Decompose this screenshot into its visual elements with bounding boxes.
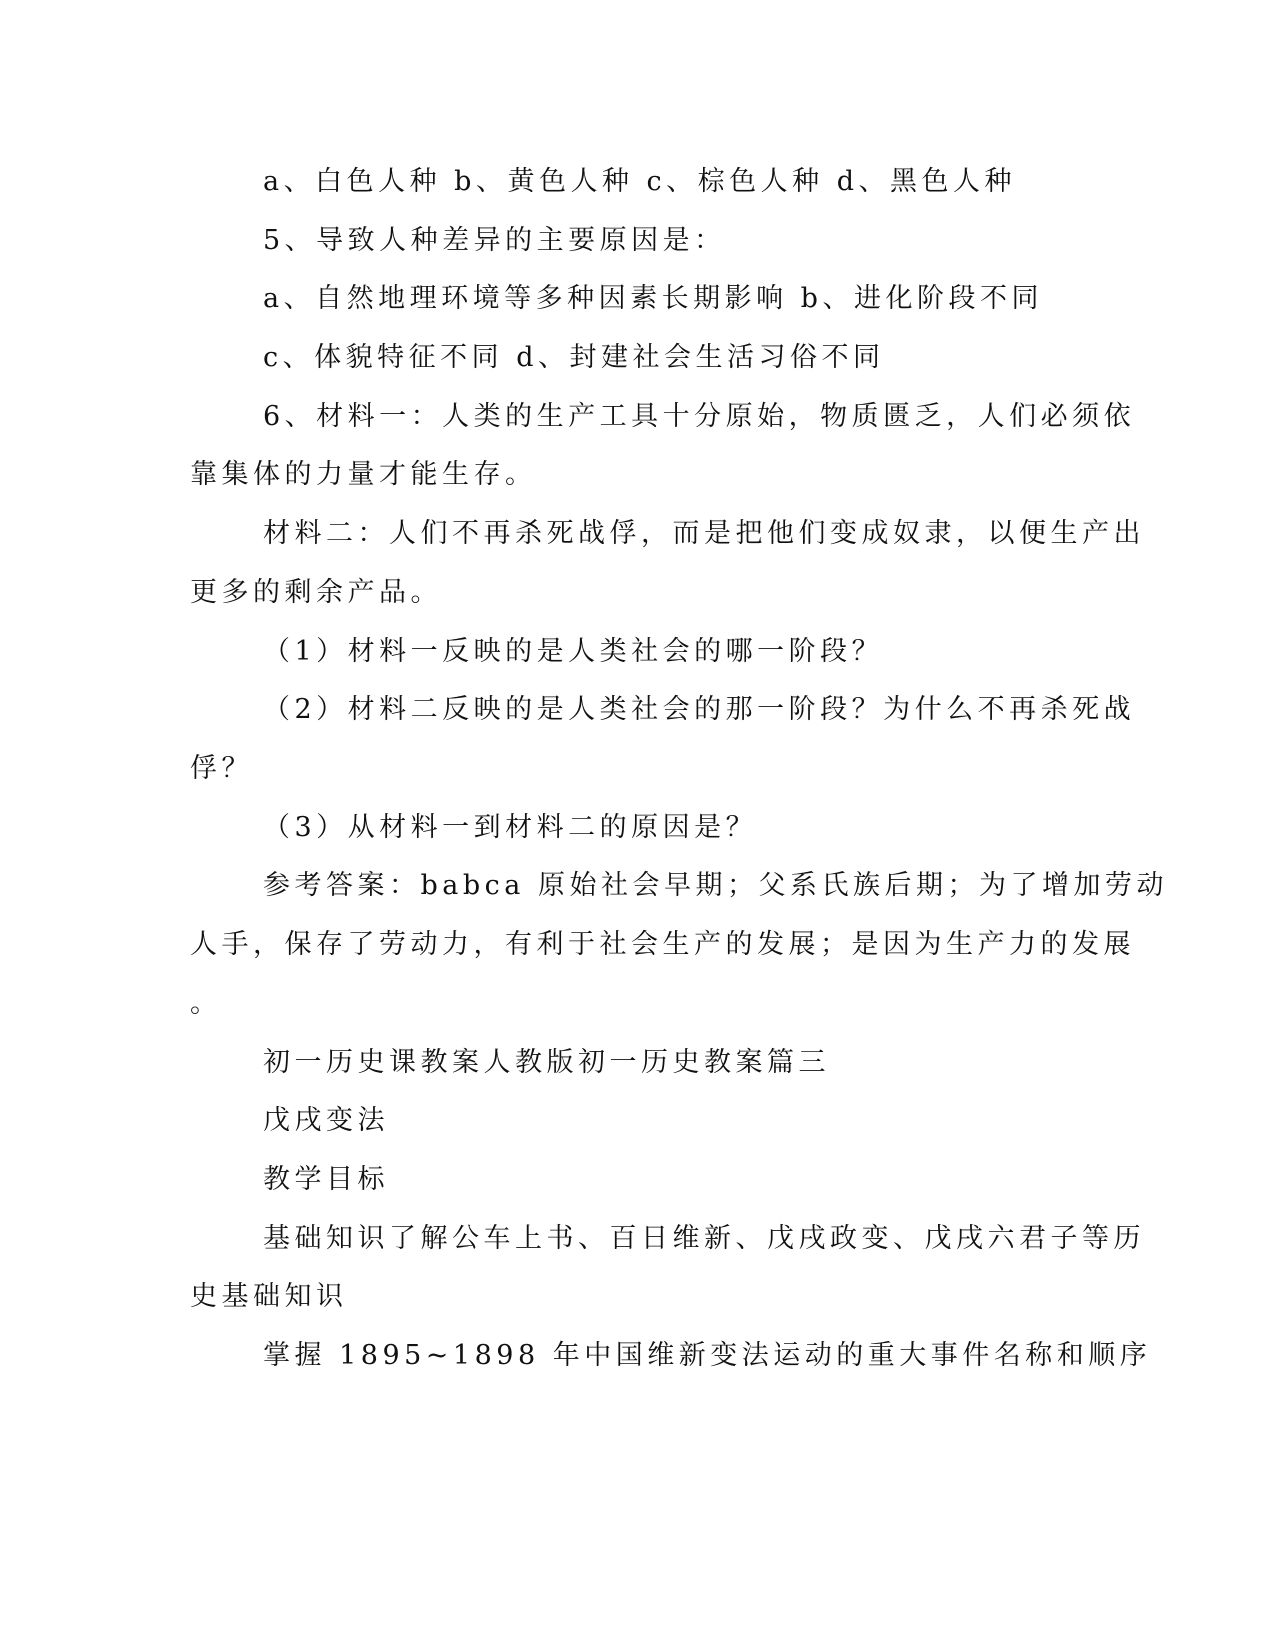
section-heading: 初一历史课教案人教版初一历史教案篇三 — [263, 1047, 830, 1078]
text-line: （2）材料二反映的是人类社会的那一阶段？为什么不再杀死战 — [263, 694, 1136, 725]
text-line: 靠集体的力量才能生存。 — [190, 459, 537, 490]
subheading: 教学目标 — [263, 1164, 389, 1195]
text-line: a、白色人种 b、黄色人种 c、棕色人种 d、黑色人种 — [263, 166, 1017, 197]
text-line: 参考答案：babca 原始社会早期；父系氏族后期；为了增加劳动 — [263, 870, 1168, 901]
text-line: 基础知识了解公车上书、百日维新、戊戌政变、戊戌六君子等历 — [263, 1223, 1145, 1254]
text-line: 5、导致人种差异的主要原因是： — [263, 225, 726, 256]
text-line: （1）材料一反映的是人类社会的哪一阶段？ — [263, 636, 884, 667]
text-line: 材料二：人们不再杀死战俘，而是把他们变成奴隶，以便生产出 — [263, 518, 1145, 549]
text-line: 俘？ — [190, 753, 253, 784]
text-line: 掌握 1895~1898 年中国维新变法运动的重大事件名称和顺序 — [263, 1340, 1152, 1371]
text-line: 更多的剩余产品。 — [190, 577, 442, 608]
text-line: 史基础知识 — [190, 1281, 348, 1312]
text-line: 。 — [190, 988, 222, 1019]
text-line: a、自然地理环境等多种因素长期影响 b、进化阶段不同 — [263, 283, 1043, 314]
text-line: 6、材料一：人类的生产工具十分原始，物质匮乏，人们必须依 — [263, 401, 1136, 432]
text-line: c、体貌特征不同 d、封建社会生活习俗不同 — [263, 342, 885, 373]
text-line: （3）从材料一到材料二的原因是？ — [263, 812, 758, 843]
text-line: 人手，保存了劳动力，有利于社会生产的发展；是因为生产力的发展 — [190, 929, 1135, 960]
lesson-title: 戊戌变法 — [263, 1105, 389, 1136]
